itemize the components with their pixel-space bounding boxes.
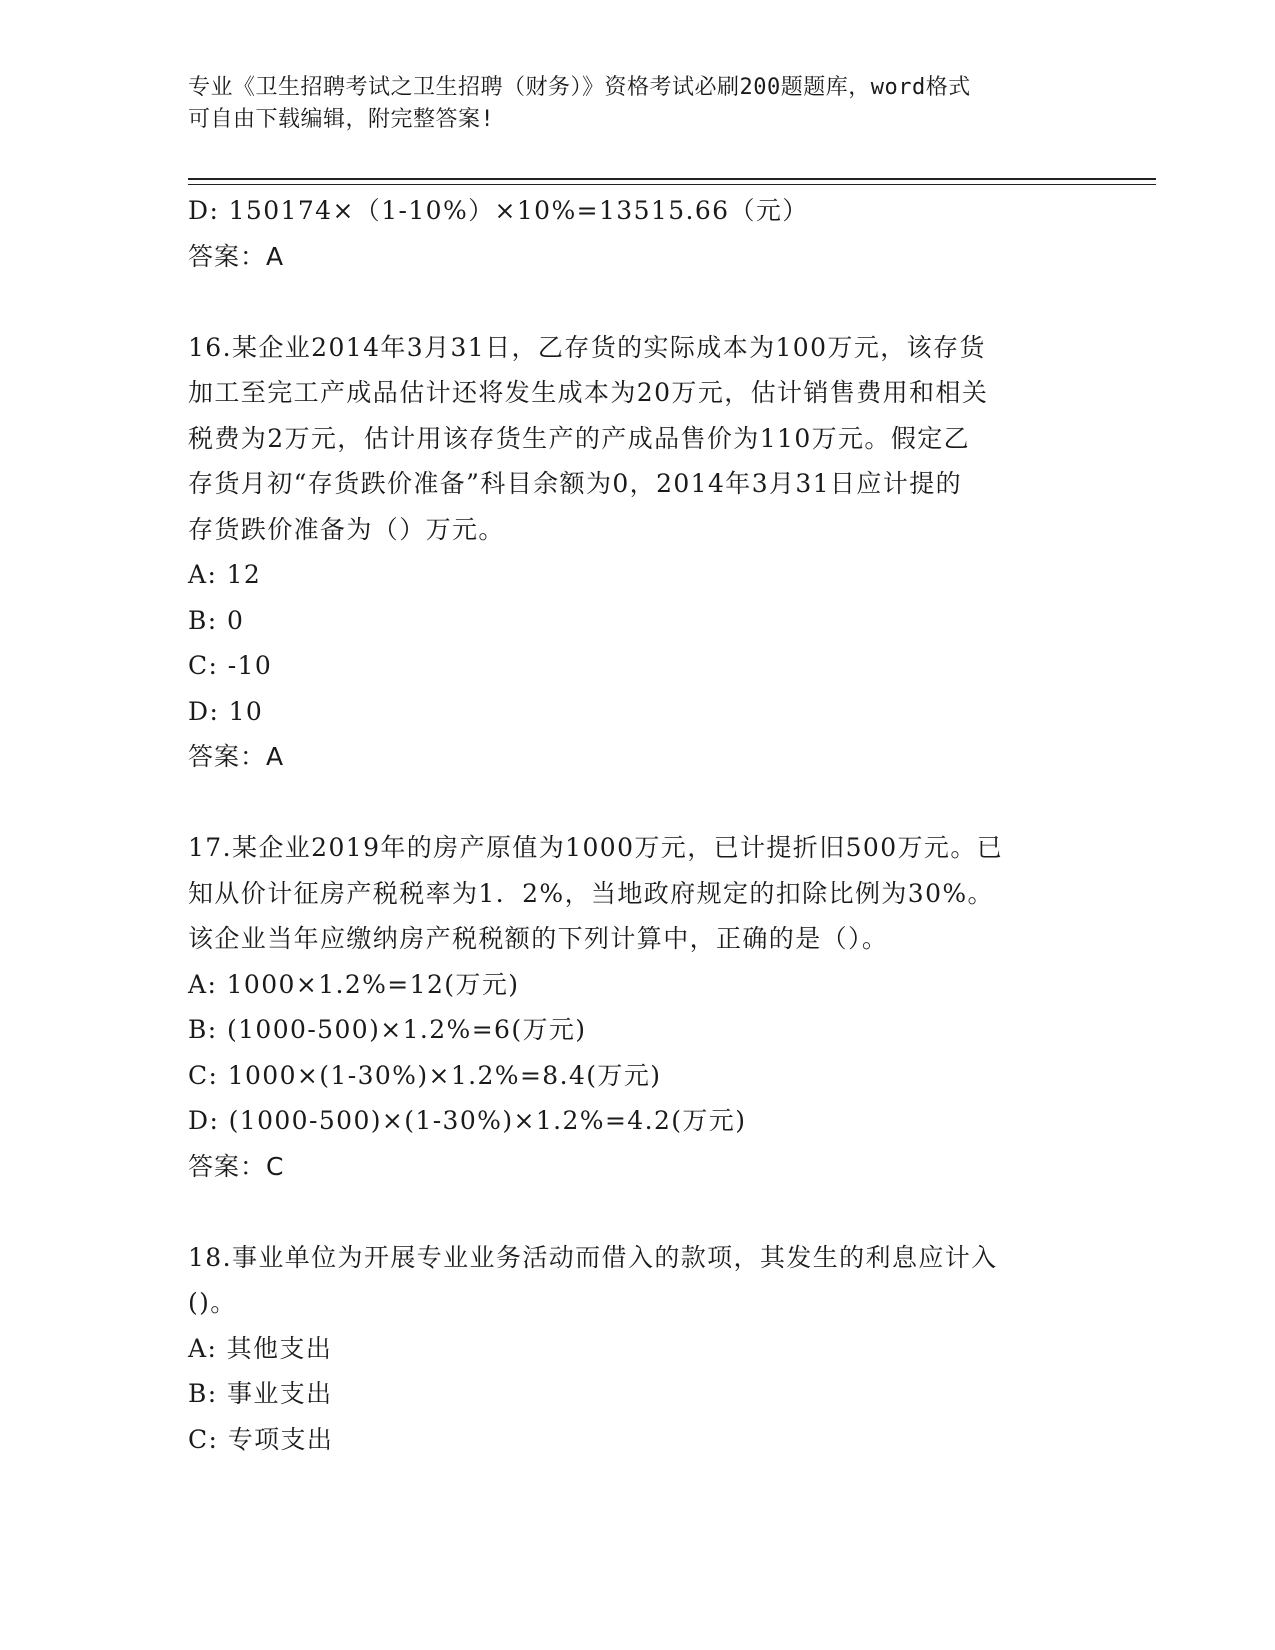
question-text-line: 存货跌价准备为（）万元。 [188, 514, 505, 544]
option-a: A: 12 [188, 560, 262, 589]
question-text-line: 税费为2万元，估计用该存货生产的产成品售价为110万元。假定乙 [188, 423, 971, 453]
option-a: A: 1000×1.2%=12(万元) [188, 969, 520, 999]
header-line-2: 可自由下载编辑，附完整答案! [188, 107, 495, 132]
question-18 [188, 1235, 1088, 1463]
question-text-line: 16.某企业2014年3月31日，乙存货的实际成本为100万元，该存货 [188, 332, 986, 362]
question-16 [188, 325, 1088, 780]
option-b: B: 事业支出 [188, 1379, 333, 1408]
prev-option-d: D: 150174×（1-10%）×10%=13515.66（元） [188, 196, 809, 225]
header-line-1: 专业《卫生招聘考试之卫生招聘（财务）》资格考试必刷200题题库，word格式 [188, 75, 971, 100]
option-c: C: 1000×(1-30%)×1.2%=8.4(万元) [188, 1060, 662, 1090]
answer: 答案：C [188, 1151, 285, 1181]
question-17 [188, 825, 1088, 1189]
page-header [188, 72, 1088, 136]
header-divider-thin [188, 184, 1156, 185]
question-text-line: ()。 [188, 1288, 237, 1317]
option-a: A: 其他支出 [188, 1333, 333, 1363]
option-b: B: (1000-500)×1.2%=6(万元) [188, 1015, 587, 1044]
document-body [188, 188, 1088, 1462]
question-text-line: 该企业当年应缴纳房产税税额的下列计算中，正确的是（）。 [188, 924, 889, 953]
question-text-line: 知从价计征房产税税率为1．2%，当地政府规定的扣除比例为30%。 [188, 878, 994, 908]
answer: 答案：A [188, 742, 285, 771]
option-d: D: 10 [188, 696, 264, 726]
header-divider-thick [188, 178, 1156, 180]
prev-answer: 答案：A [188, 241, 285, 271]
question-text-line: 存货月初“存货跌价准备”科目余额为0，2014年3月31日应计提的 [188, 469, 963, 498]
spacer [188, 1189, 1088, 1235]
question-text-line: 加工至完工产成品估计还将发生成本为20万元，估计销售费用和相关 [188, 378, 989, 407]
question-text-line: 17.某企业2019年的房产原值为1000万元，已计提折旧500万元。已 [188, 833, 1004, 862]
option-c: C: 专项支出 [188, 1424, 334, 1454]
spacer [188, 279, 1088, 325]
option-b: B: 0 [188, 605, 245, 635]
option-d: D: (1000-500)×(1-30%)×1.2%=4.2(万元) [188, 1106, 747, 1135]
option-c: C: -10 [188, 651, 273, 680]
spacer [188, 780, 1088, 826]
question-text-line: 18.事业单位为开展专业业务活动而借入的款项，其发生的利息应计入 [188, 1242, 998, 1272]
